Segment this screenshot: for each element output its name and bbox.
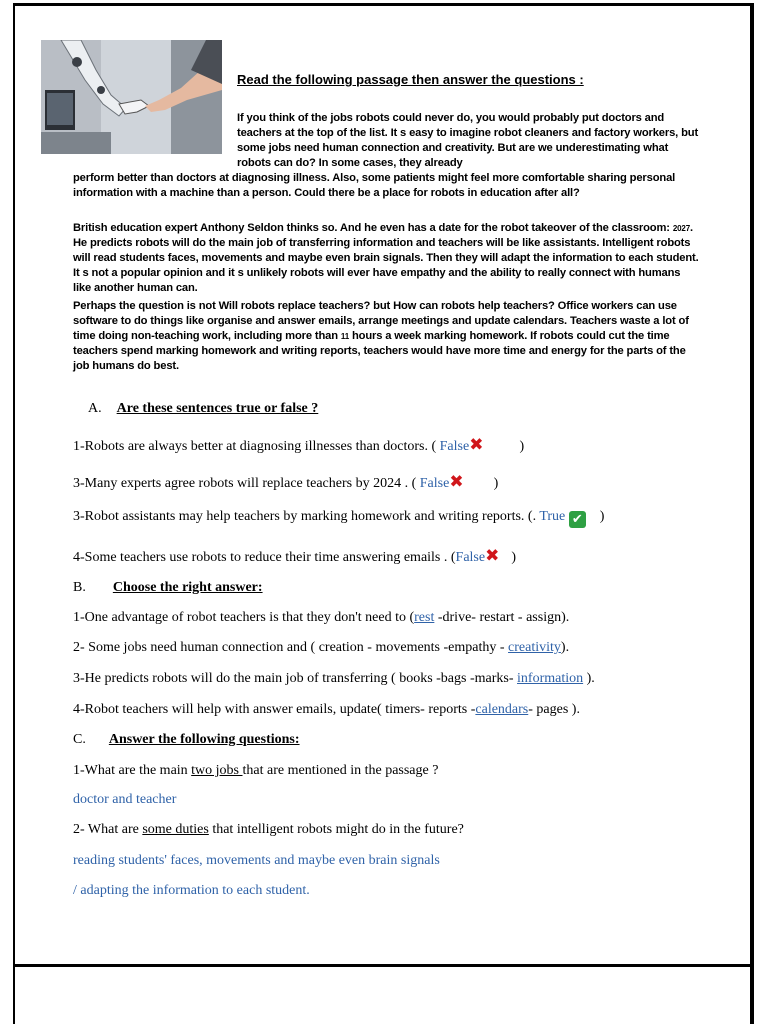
- cross-mark-icon: ✖: [469, 435, 484, 455]
- section-c-letter: C.: [73, 732, 86, 747]
- section-a-title: Are these sentences true or false ?: [116, 401, 319, 416]
- hours-number: 11: [340, 332, 350, 341]
- tf-answer-4: False: [455, 550, 486, 565]
- answer-1: doctor and teacher: [73, 792, 177, 807]
- tf-item-4: 4-Some teachers use robots to reduce their time answering emails . (False✖ ): [73, 546, 517, 566]
- page-divider: [14, 964, 752, 967]
- tf-answer-3: True: [539, 509, 566, 524]
- page-border-right: [750, 3, 754, 1024]
- year-number: 2027: [672, 224, 691, 233]
- mc-answer-link-2[interactable]: creativity: [508, 640, 561, 655]
- mc-item-3: 3-He predicts robots will do the main job of transferring ( books -bags -marks- information ).: [73, 671, 595, 686]
- question-2: 2- What are some duties that intelligent robots might do in the future?: [73, 822, 464, 837]
- page-border-left: [13, 3, 15, 1024]
- tf-item-1: 1-Robots are always better at diagnosing illnesses than doctors. ( False✖ ): [73, 435, 525, 455]
- answer-2-line-2: / adapting the information to each student.: [73, 883, 310, 898]
- section-b-letter: B.: [73, 580, 86, 595]
- section-c-title: Answer the following questions:: [108, 732, 300, 747]
- section-a-letter: A.: [88, 401, 102, 416]
- question-1: 1-What are the main two jobs that are mentioned in the passage ?: [73, 763, 439, 778]
- tf-answer-2: False: [419, 476, 450, 491]
- tf-answer-1: False: [439, 439, 470, 454]
- section-b-title: Choose the right answer:: [112, 580, 263, 595]
- mc-answer-link-3[interactable]: information: [517, 671, 584, 686]
- passage-paragraph-3: Perhaps the question is not Will robots replace teachers? but How can robots help teachers? Office workers can use software to do things like organise and answer emails, arrange meetings and update calendars. Teachers waste a lot of time doing non-teaching work, including more than 11 hours a week marking homework. If robots could cut the time teachers spend marking homework and writing reports, teachers would have more time and energy for the parts of the job humans do best.: [73, 300, 689, 372]
- mc-item-1: 1-One advantage of robot teachers is that they don't need to (rest -drive- restart - assign).: [73, 610, 570, 625]
- robot-handshake-photo: [41, 40, 222, 154]
- mc-item-4: 4-Robot teachers will help with answer emails, update( timers- reports -calendars- pages ).: [73, 702, 580, 717]
- page-border-top: [14, 3, 752, 6]
- answer-2-line-1: reading students' faces, movements and maybe even brain signals: [73, 853, 440, 868]
- mc-answer-link-4[interactable]: calendars: [475, 702, 529, 717]
- section-a-header: [88, 401, 318, 417]
- passage-paragraph-1-top: If you think of the jobs robots could never do, you would probably put doctors and teachers at the top of the list. It s easy to imagine robot cleaners and factory workers, but some jobs need human connection and creativity. But are we underestimating what robots can do? In some cases, they already: [237, 112, 699, 169]
- passage-paragraph-1-bottom: perform better than doctors at diagnosing illness. Also, some patients might feel more comfortable sharing personal information with a machine than a person. Could there be a place for robots in education after all?: [73, 172, 676, 199]
- section-c-header: [73, 732, 300, 748]
- passage-paragraph-2: British education expert Anthony Seldon thinks so. And he even has a date for the robot takeover of the classroom: 2027. He predicts robots will do the main job of transferring information and teachers will be like assistants. Intelligent robots will read students faces, movements and maybe even brain signals. Then they will adapt the information to each student. It s not a popular opinion and it s unlikely robots will ever have empathy and the ability to really connect with humans like another human can.: [73, 222, 699, 294]
- mc-item-2: 2- Some jobs need human connection and ( creation - movements -empathy - creativity).: [73, 640, 570, 655]
- cross-mark-icon: ✖: [449, 472, 464, 492]
- tf-item-3: 3-Robot assistants may help teachers by marking homework and writing reports. (. True ✔ ): [73, 509, 605, 527]
- check-mark-icon: ✔: [569, 511, 586, 528]
- section-b-header: [73, 580, 263, 596]
- tf-item-2: 3-Many experts agree robots will replace teachers by 2024 . ( False✖ ): [73, 472, 499, 492]
- page-heading: Read the following passage then answer the questions :: [237, 72, 584, 87]
- mc-answer-link-1[interactable]: rest: [414, 610, 435, 625]
- cross-mark-icon: ✖: [485, 546, 500, 566]
